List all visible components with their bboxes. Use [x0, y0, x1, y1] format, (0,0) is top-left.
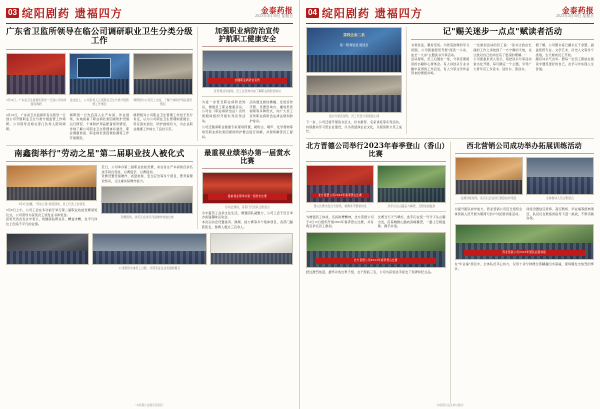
third-article	[202, 149, 293, 230]
second-headline: 南鑫街举行"劳动之星"第二届职业技人被化式	[14, 147, 185, 158]
lead-body-columns	[6, 113, 193, 141]
bottom-photo-row	[6, 233, 293, 265]
lead-photo-1	[6, 53, 66, 95]
feature-paragraph-1: 书香致远，墨卷至恒。为营造浓厚的学习氛围，公司团委组织开展"阅读一小步，成长一大步"主题读书分享活动。	[411, 43, 470, 57]
second-photo-2	[101, 186, 192, 214]
divider	[411, 39, 594, 40]
sidebar-article-top	[202, 27, 293, 141]
page-number-badge: 03	[8, 8, 17, 17]
feature-paragraph-6: 下一步，公司还将开展读书征文、好书推荐、名家讲座等系列活动，持续推动学习型企业建设，以书香浸润企业文化，以阅读助力员工成长。	[306, 120, 403, 134]
feature-body-columns	[411, 43, 594, 75]
feature-col-2	[473, 43, 531, 75]
sidebar-photo	[202, 50, 293, 88]
poster-line-1: 第线企参二系	[343, 33, 365, 38]
divider	[455, 153, 595, 154]
feature-headline: 记"赐关迷步一点点"赋读者活动	[442, 26, 563, 36]
photo-screen	[77, 58, 111, 78]
third-paragraph-2: 本次运动会设置拔河、跳绳、接力赛等多个集体项目，各部门踊跃报名，参赛人数达三百余人。	[201, 220, 293, 229]
mid-left-photo-2	[377, 165, 445, 203]
feature-text-column	[411, 27, 594, 134]
masthead-left-group	[6, 5, 123, 21]
photo-figures	[102, 203, 191, 213]
bottom-photo-1	[6, 233, 89, 265]
photo-banner: 西北营销公司2023年团队拓展训练	[464, 250, 585, 256]
lead-paragraph-2: 调研组一行先后深入生产车间、作业现场，实地查看了职业病危害因素防护设施运行情况、个体防护用品配备使用情况，详细了解公司职业卫生管理体系建设、职业健康检查、职业病危害因素检测等工作开展情况。	[69, 112, 130, 141]
mid-left-body-columns	[306, 215, 446, 229]
bottom-photo-caption: 公司组织全体员工合影，共同见证企业发展新篇章	[118, 267, 181, 271]
mid-left-photo-3	[306, 232, 446, 268]
mid-right-headline: 西北营销公司成功举办拓展训练活动	[466, 140, 582, 150]
second-left-col	[6, 165, 97, 227]
mid-left-headline: 北方晋德公司举行2023年春季登山（香山）比赛	[306, 140, 446, 158]
masthead-title: 绽阳剧药 遗福四方	[21, 7, 123, 20]
feature-paragraph-3: 一位参加活动的员工说："读书让我在忙碌的工作之余找到了一方宁静的天地，也让我对自己的岗位有了更深的理解。"	[473, 43, 532, 57]
feature-col-3	[536, 43, 594, 75]
photo-banner: 最重视业绩举办第一届赏水比赛	[208, 194, 286, 200]
feature-col-1	[411, 43, 469, 75]
photo-banner: 北方晋德公司2023年春季登山比赛	[311, 193, 369, 199]
bottom-photo-3	[210, 233, 293, 265]
second-photo-caption-1: 3月6日拍摄，"劳动之星"颁奖现场，员工代表上台领奖	[18, 203, 86, 207]
mid-right-paragraph-1: 为提升团队协作能力，西北营销公司近日组织全体营销人员开展为期两天的户外拓展训练活动。	[454, 206, 523, 216]
lead-article	[6, 27, 193, 141]
feature-poster	[306, 27, 402, 73]
mid-right-caption-1: 拓展训练现场，队员们正在进行团队协作项目	[460, 196, 517, 200]
lead-photo-caption-2: 座谈会上，公司负责人汇报职业卫生分类分级管理工作情况	[70, 98, 129, 106]
column-divider	[197, 149, 198, 230]
sidebar-body-columns	[202, 100, 293, 123]
third-paragraph-1: 为丰富员工业余文化生活，增强团队凝聚力，公司工会于近日举办首届趣味运动会。	[201, 210, 293, 220]
masthead-title: 绽阳剧药 遗福四方	[321, 7, 423, 20]
page-number-badge: 04	[308, 8, 317, 17]
feature-paragraph-7: 腹有诗书气自华。愿每一位员工都能在阅读中遇见更好的自己，在学习中实现人生价值。	[535, 57, 594, 71]
feature-paragraph-4: 公司团委负责人表示，将把读书分享活动常态化开展，每月确定一个主题，引导广大青年员工多读书、读好书、善读书。	[473, 57, 532, 71]
lead-paragraph-1: 4月19日，广东省卫生监督所有关领导一行到公司开展职业卫生分类分级监管工作调研。公司领导及相关部门负责人陪同调研。	[6, 112, 66, 131]
bottom-photo-block	[6, 233, 293, 270]
masthead-right-group	[556, 7, 594, 19]
mid-left-paragraph-3: 经过激烈角逐，最终评选出男子组、女子组前三名，公司为获奖选手颁发了奖牌和纪念品。	[306, 269, 434, 274]
lead-photo-caption-3: 调研组与公司员工交流，了解个体防护用品使用情况	[133, 98, 193, 106]
sidebar-headline-line2: 护航职工健康安全	[218, 34, 277, 44]
page-04	[300, 0, 600, 409]
second-article	[6, 149, 193, 230]
photo-banner: 北方晋德公司2023年春季登山比赛	[315, 258, 436, 264]
column-divider	[450, 142, 451, 403]
divider	[306, 211, 446, 212]
mid-left-photo-1	[306, 165, 374, 203]
divider	[202, 46, 293, 47]
paper-name: 金泰药报	[562, 5, 594, 15]
divider	[6, 109, 193, 110]
mid-right-caption-2: 全体参训人员合影留念	[545, 196, 574, 200]
lead-photo-2	[69, 53, 129, 95]
divider	[455, 203, 595, 204]
photo-figures	[7, 251, 88, 265]
second-paragraph-1: 3月6日上午，公司工会在多功能厅举行第二届职业技能竞赛颁奖仪式，公司领导为获奖员工颁发证书和奖金。	[6, 208, 98, 217]
sidebar-headline-line1: 加强职业病防治宣传	[215, 26, 280, 35]
second-paragraph-4: 竞赛设置设备操作、质量检验、安全应急等多个项目，既考查理论知识，又注重实际操作能力。	[101, 174, 193, 184]
mid-right-paragraph-2: 训练设置信任背摔、高空断桥、毕业墙等经典项目，队员们在教练的指导下逐一挑战，不断突破自我。	[526, 206, 594, 221]
lead-photo-row	[6, 53, 193, 95]
issue-date: 2023年4月30日 星期日	[255, 14, 293, 19]
feature-photo-caption: 读书分享会现场，员工代表分享阅读心得	[328, 115, 380, 118]
sidebar-photo-caption: 宣传周活动现场，员工在咨询台前了解职业病防治知识	[213, 90, 281, 94]
mid-left-paragraph-1: 为增强员工体质，弘扬拼搏精神，北方晋德公司于4月15日组织开展2023年春季登山比赛，共有两百余名员工参加。	[306, 215, 374, 229]
mid-left-caption-1: 登山比赛出发仪式现场，参赛选手整装待发	[313, 205, 367, 209]
feature-paragraph-2: 活动现场，员工们围坐一堂，分享近期阅读的书籍和心得体会。有人讲述从专业书籍中获得的工作启发，有人分享文学作品带来的情感共鸣。	[411, 57, 470, 76]
page-footer-right: （本版图片由各单位提供）	[434, 404, 466, 407]
mid-left-photo-row	[306, 165, 446, 203]
photo-figures	[211, 253, 292, 264]
masthead-right-group	[255, 7, 293, 19]
mid-left-caption-2: 选手们沿山路奋力攀登，互相加油鼓劲	[387, 205, 436, 209]
photo-figures	[93, 251, 206, 265]
divider	[202, 96, 293, 97]
second-photo-caption-2: 竞赛现场，选手正在进行设备操作技能比拼	[120, 215, 174, 219]
section-divider	[306, 138, 594, 139]
photo-figures	[307, 95, 401, 112]
mid-right-article	[455, 142, 595, 403]
column-divider	[197, 27, 198, 141]
mid-right-photo-3	[455, 224, 595, 260]
page-footer-left: （本版图片由通讯员提供）	[133, 404, 166, 407]
bottom-photo-2	[92, 233, 207, 265]
photo-banner: 加强职业病防治宣传	[208, 78, 286, 84]
issue-date: 2023年4月30日 星期日	[556, 14, 594, 19]
mid-left-article	[306, 142, 446, 403]
third-photo-caption: 运动会现场，各部门代表队合影留念	[225, 205, 270, 209]
poster-line-2: 第一期 赐读者 阅读会	[339, 42, 369, 47]
photo-figures	[456, 180, 522, 194]
photo-figures	[378, 188, 444, 202]
sidebar-paragraph-1: 为进一步普及职业病防治知识，增强员工职业健康意识，公司在《职业病防治法》宣传周期间组织开展系列宣传活动。	[201, 100, 246, 123]
lead-paragraph-3: 调研组对公司职业卫生管理工作给予充分肯定，认为公司职业卫生管理制度健全、责任落实到位、防护措施有力，为企业职业健康工作树立了良好示范。	[133, 112, 193, 131]
photo-figures	[7, 187, 96, 200]
masthead-left	[6, 5, 293, 24]
lead-photo-caption-1: 4月19日，广东省卫生监督所领导一行到公司车间现场调研	[6, 98, 67, 106]
masthead-right	[306, 5, 594, 24]
second-paragraph-2: 获奖代表在发言中表示，将继续钻研业务、精益求精，在平凡岗位上创造不平凡的业绩。	[6, 217, 98, 227]
section-divider	[6, 145, 293, 146]
third-photo	[202, 172, 293, 204]
sidebar-paragraph-2: 活动通过悬挂横幅、发放宣传手册、设置咨询台、播放科普视频等多种形式，向广大员工宣传职业病防治法律法规和防护常识。	[249, 100, 294, 123]
divider	[6, 49, 193, 50]
second-photo-1	[6, 165, 97, 201]
photo-figures	[527, 177, 593, 194]
lead-photo-3	[133, 53, 193, 95]
column-divider	[406, 27, 407, 134]
divider	[6, 161, 193, 162]
feature-paragraph-5: 据了解，公司图书室已藏书五千余册，涵盖医药专业、文学艺术、历史人文等多个类别，全天候向员工开放。	[535, 43, 594, 57]
feature-photo	[306, 75, 402, 113]
mid-right-photo-1	[455, 157, 523, 195]
feature-article	[306, 27, 594, 134]
masthead-left-group	[306, 5, 423, 21]
feature-media-column	[306, 27, 402, 134]
third-headline: 最重视业绩举办第一届赏水比赛	[204, 147, 291, 165]
photo-figures	[134, 79, 192, 94]
mid-right-photo-row	[455, 157, 595, 195]
sidebar-paragraph-3: 公司还邀请职业健康专家现场授课，就粉尘、噪声、化学毒物等常见职业病危害因素的防护要点进行讲解，并现场解答员工疑问。	[201, 125, 293, 139]
photo-figures	[70, 79, 128, 94]
divider	[202, 168, 293, 169]
photo-figures	[307, 55, 401, 72]
mid-right-body-columns	[455, 207, 595, 221]
second-mid-col	[101, 165, 192, 227]
mid-left-paragraph-2: 比赛当天天气晴好，选手们在统一号令下从山脚出发，沿着蜿蜒山路向顶峰攀登，一路上互相鼓励、携手并进。	[377, 215, 446, 229]
lead-headline: 广东省卫监所领导在临公司调研职业卫生分类分级工作	[6, 26, 193, 46]
second-paragraph-3: 近日，公司举办第二届职业技能竞赛，来自各生产车间的百余名选手同台竞技，以赛促学、以赛促训。	[101, 165, 193, 174]
mid-right-paragraph-3: 在"毕业墙"项目中，全体队员齐心协力，仅用十余分钟便全部翻越四米高墙，现场爆发出热烈的掌声。	[454, 261, 594, 271]
divider	[306, 161, 446, 162]
mid-right-photo-2	[526, 157, 594, 195]
paper-name: 金泰药报	[261, 5, 293, 15]
photo-figures	[7, 75, 65, 93]
